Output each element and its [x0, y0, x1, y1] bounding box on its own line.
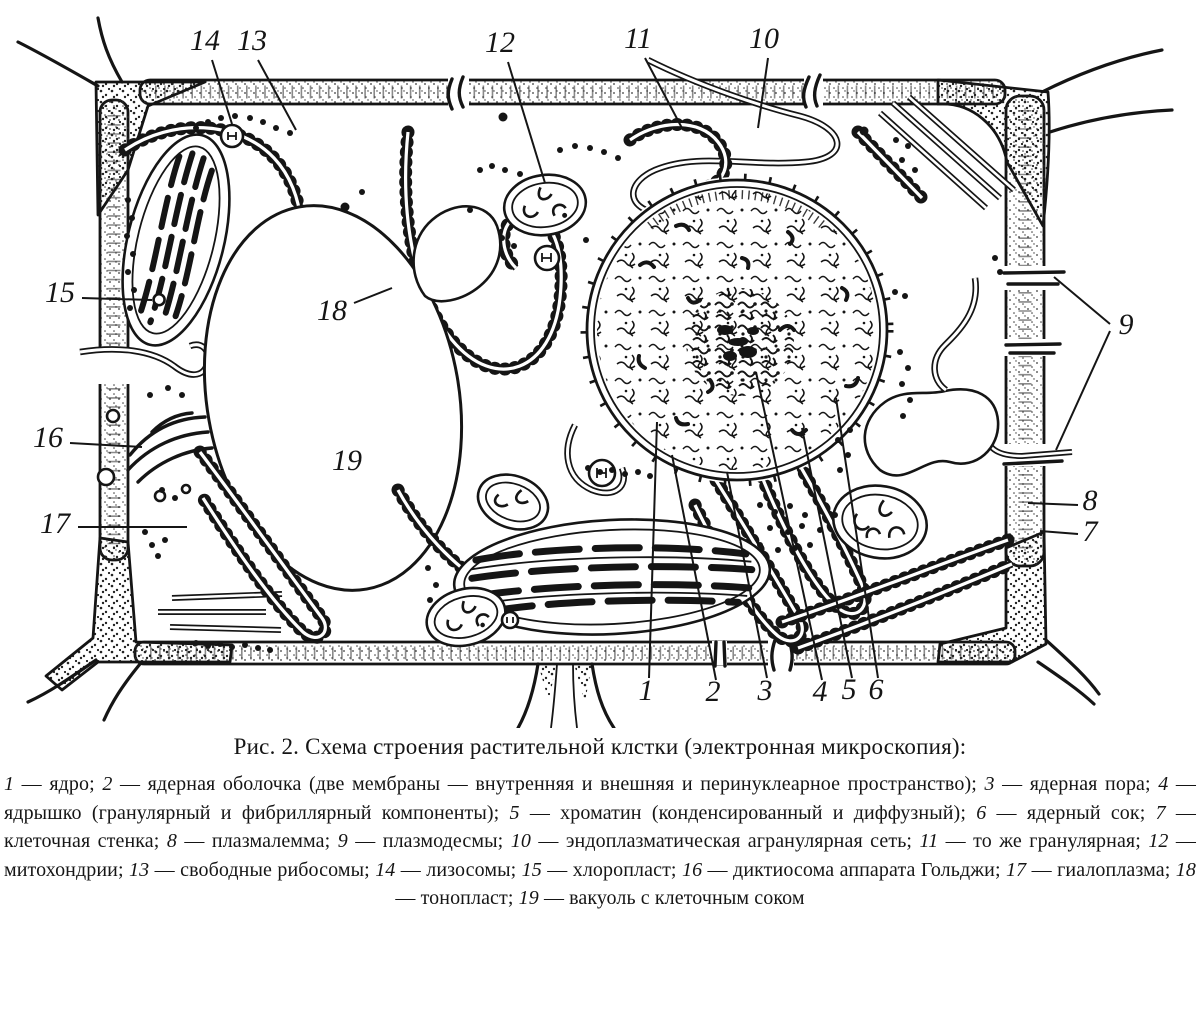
legend-item-number: 8 [166, 830, 177, 853]
legend-item-16: 16 — диктиосома аппарата Гольджи [681, 858, 995, 881]
smooth-er-right [935, 278, 976, 390]
legend-item-17: 17 — гиалоплазма [1006, 858, 1165, 881]
plasmodesma-top-1 [448, 77, 469, 109]
diagram-label-4: 4 [812, 675, 828, 708]
lysosome-small [502, 612, 518, 628]
diagram-label-5: 5 [841, 673, 857, 706]
leader-line-9 [1054, 277, 1110, 324]
legend-item-10: 10 — эндоплазматическая агранулярная сеть [510, 830, 907, 853]
vesicle-blob-small [414, 206, 501, 301]
legend-item-15: 15 — хлоропласт [521, 858, 671, 881]
diagram-label-15: 15 [45, 276, 75, 309]
diagram-label-9: 9 [1118, 308, 1134, 341]
legend-item-number: 4 [1158, 773, 1169, 795]
legend-item-number: 16 [681, 858, 703, 881]
legend-item-number: 10 [510, 830, 531, 853]
diagram-label-14: 14 [190, 24, 220, 57]
diagram-label-13: 13 [237, 24, 267, 57]
legend-item-number: 19 [518, 887, 539, 910]
plasmodesma-left [97, 350, 131, 384]
legend-item-3: 3 — ядерная пора [984, 773, 1146, 795]
diagram-label-12: 12 [485, 26, 515, 59]
legend-item-number: 6 [976, 801, 987, 824]
diagram-label-11: 11 [624, 22, 652, 55]
legend-item-number: 9 [337, 830, 348, 853]
legend-item-number: 11 [919, 830, 939, 853]
legend-item-number: 15 [521, 858, 542, 881]
diagram-label-10: 10 [749, 22, 779, 55]
legend-item-18: 18 — тонопласт [395, 858, 1196, 910]
legend-item-14: 14 — лизосомы [375, 858, 511, 881]
legend-item-1: 1 — ядро [4, 773, 90, 795]
legend-item-19: 19 — вакуоль с клеточным соком [518, 887, 805, 910]
diagram-label-17: 17 [40, 507, 70, 540]
diagram-label-6: 6 [868, 673, 884, 706]
legend-item-2: 2 — ядерная оболочка (две мембраны — внутренняя и внешняя и перинуклеарное пространство) [102, 773, 972, 795]
legend-item-number: 7 [1155, 801, 1166, 824]
legend-item-number: 18 [1175, 858, 1196, 881]
figure-caption: Рис. 2. Схема строения растительной клстки (электронная микроскопия): [233, 734, 967, 759]
legend-item-number: 1 [4, 773, 15, 795]
nucleus [584, 177, 890, 483]
diagram-label-8: 8 [1082, 484, 1098, 517]
diagram-label-3: 3 [757, 674, 773, 707]
legend-item-8: 8 — плазмалемма [166, 830, 325, 853]
plasmodesma-top-2 [804, 75, 823, 107]
legend-item-number: 2 [102, 773, 113, 795]
leader-line-7 [1040, 531, 1078, 534]
diagram-label-2: 2 [705, 675, 721, 708]
legend-item-13: 13 — свободные рибосомы [129, 858, 365, 881]
diagram-label-7: 7 [1082, 515, 1098, 548]
nucleolus [686, 288, 794, 396]
figure-legend: 1 — ядро; 2 — ядерная оболочка (две мембраны — внутренняя и внешняя и перинуклеарное пространство); 3 — ядерная пора; 4 — ядрышко (гранулярный и фибриллярный компоненты); 5 — хроматин (конденсированный и диффузный); 6 — ядерный сок; 7 — клеточная стенка; 8 — плазмалемма; 9 — плазмодесмы; 10 — эндоплазматическая агранулярная сеть; 11 — то же гранулярная; 12 — митохондрии; 13 — свободные рибосомы; 14 — лизосомы; 15 — хлоропласт; 16 — диктиосома аппарата Гольджи; 17 — гиалоплазма; 18 — тонопласт; 19 — вакуоль с клеточным соком [4, 773, 1197, 910]
legend-item-11: 11 — то же гранулярная [919, 830, 1136, 853]
lysosome-mid [535, 246, 559, 270]
legend-item-number: 12 [1148, 830, 1169, 853]
legend-item-9: 9 — плазмодесмы [337, 830, 498, 853]
diagram-label-1: 1 [638, 674, 654, 707]
plasmodesma-right-2 [1001, 339, 1060, 356]
legend-item-5: 5 — хроматин (конденсированный и диффузный) [509, 801, 961, 824]
legend-item-6: 6 — ядерный сок [976, 801, 1140, 824]
lysosome-top [221, 125, 243, 147]
legend-item-number: 3 [984, 773, 995, 795]
diagram-label-16: 16 [33, 421, 63, 454]
leader-line-9 [1056, 331, 1110, 450]
legend-item-12: 12 — митохондрии [4, 830, 1197, 881]
wall-junction-bottom [518, 664, 614, 728]
vesicle-blob-large [865, 389, 998, 475]
diagram-label-18: 18 [317, 294, 347, 327]
legend-item-number: 13 [129, 858, 150, 881]
legend-item-number: 5 [509, 801, 520, 824]
legend-item-number: 14 [375, 858, 396, 881]
diagram-label-19: 19 [332, 444, 362, 477]
legend-item-number: 17 [1006, 858, 1027, 881]
legend-item-7: 7 — клеточная стенка [4, 801, 1197, 853]
legend-item-4: 4 — ядрышко (гранулярный и фибриллярный компоненты) [4, 773, 1196, 824]
